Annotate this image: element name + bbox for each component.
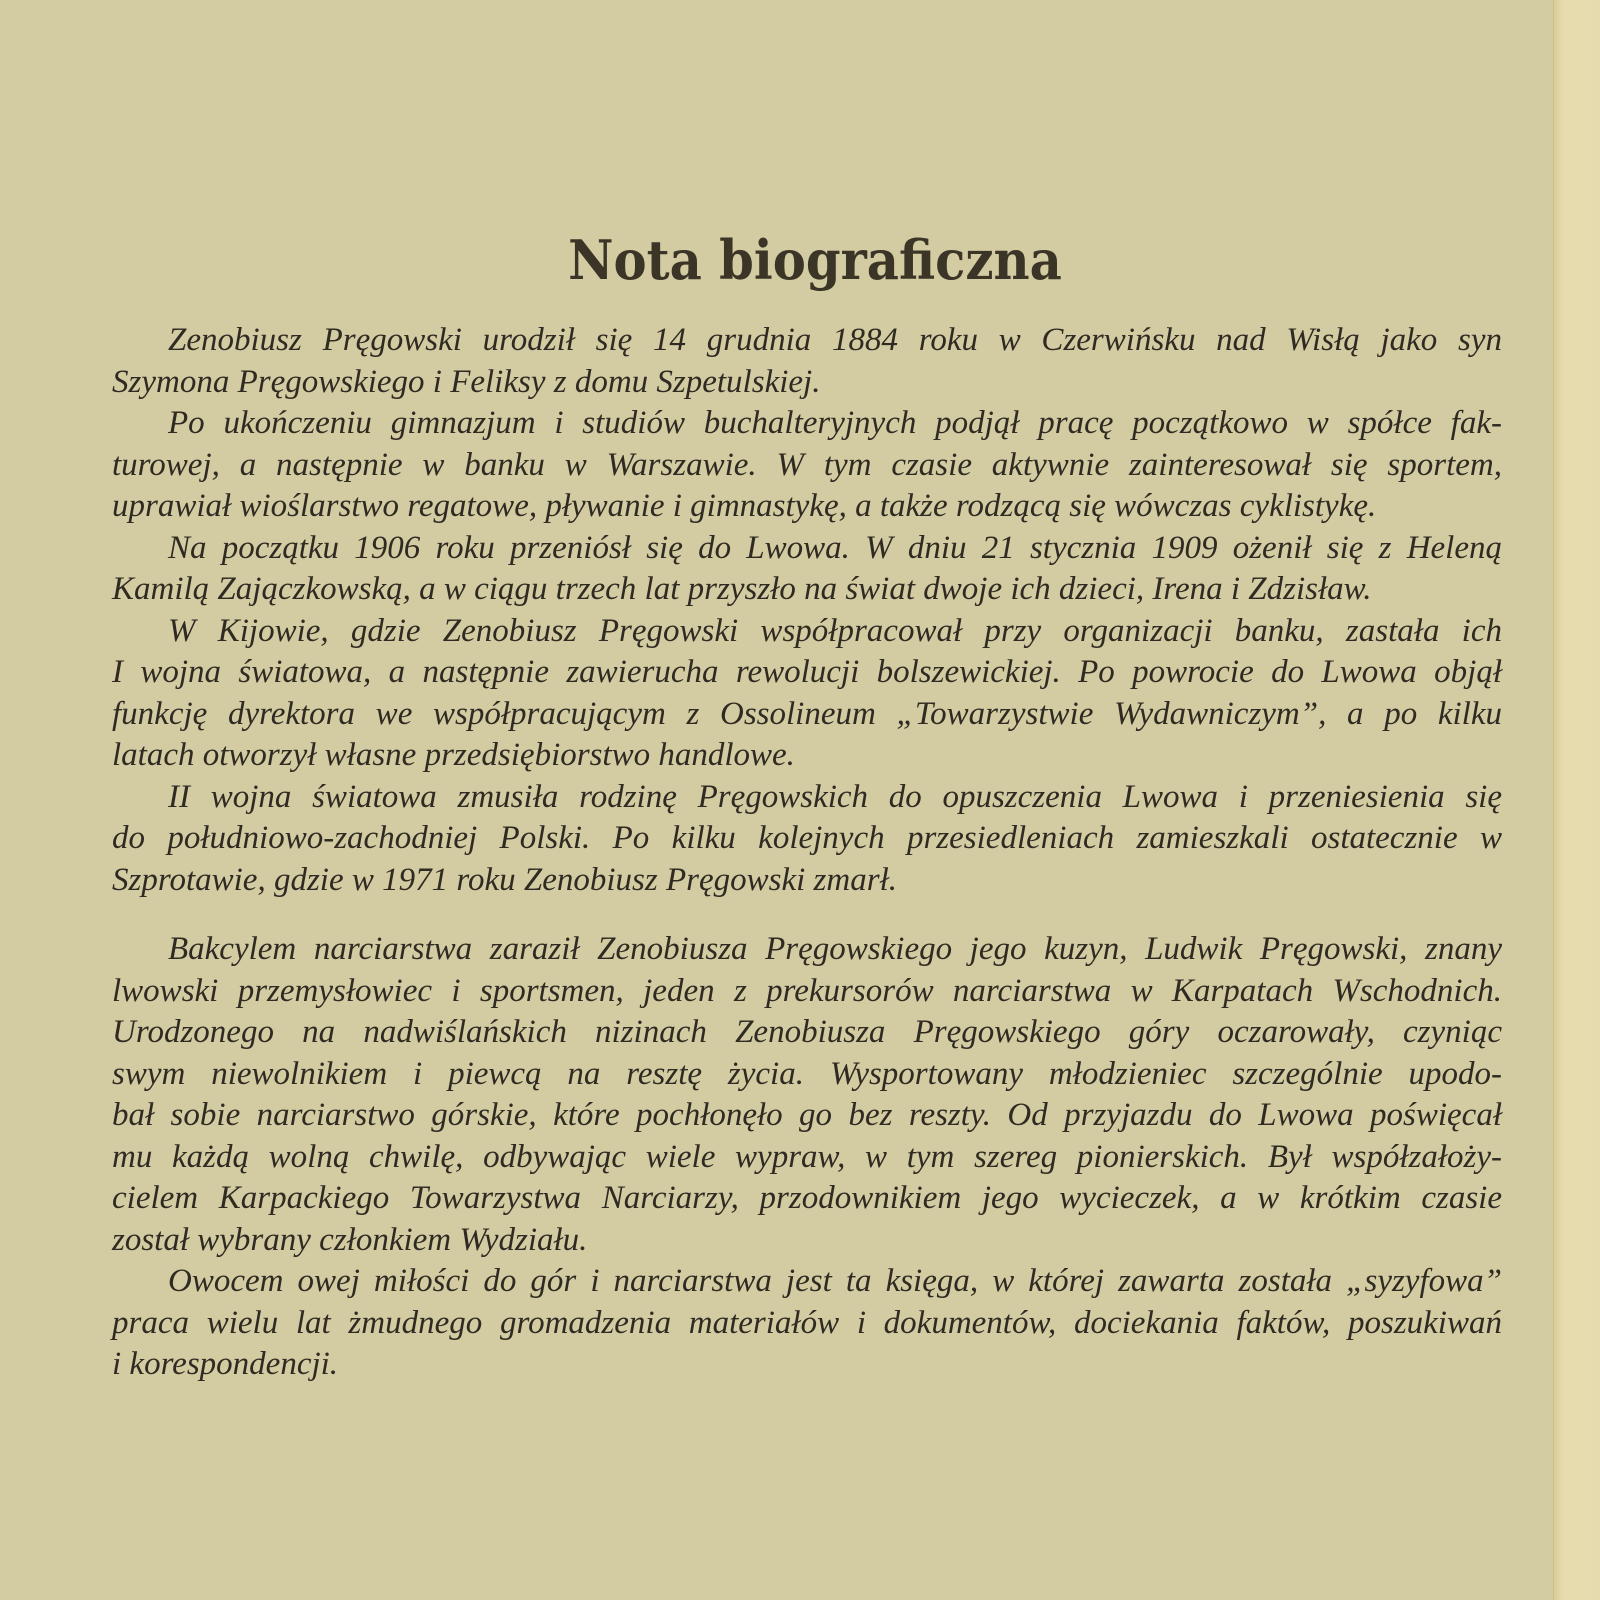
text-line: cielem Karpackiego Towarzystwa Narciarzy, przodownikiem jego wycieczek, a w krótkim czasie bbox=[112, 1180, 1502, 1216]
text-line: funkcję dyrektora we współpracującym z Ossolineum „Towarzystwie Wydawniczym”, a po kilku bbox=[112, 695, 1502, 732]
text-line: Szymona Pręgowskiego i Feliksy z domu Szpetulskiej. bbox=[112, 363, 821, 400]
text-line: Kamilą Zajączkowską, a w ciągu trzech lat przyszło na świat dwoje ich dzieci, Irena i Zdzisław. bbox=[112, 571, 1372, 607]
text-line: I wojna światowa, a następnie zawierucha rewolucji bolszewickiej. Po powrocie do Lwowa objął bbox=[112, 654, 1502, 690]
section-gap bbox=[112, 901, 1502, 929]
paragraph bbox=[112, 528, 1502, 611]
text-line: Szprotawie, gdzie w 1971 roku Zenobiusz Pręgowski zmarł. bbox=[112, 861, 897, 898]
biography-text bbox=[112, 320, 1502, 1386]
text-line: lwowski przemysłowiec i sportsmen, jeden z prekursorów narciarstwa w Karpatach Wschodnich. bbox=[112, 972, 1502, 1009]
text-section bbox=[112, 320, 1502, 901]
text-line: i korespondencji. bbox=[112, 1346, 339, 1382]
text-line: mu każdą wolną chwilę, odbywając wiele wypraw, w tym szereg pionierskich. Był współzałoży- bbox=[112, 1138, 1502, 1175]
text-line: do południowo-zachodniej Polski. Po kilku kolejnych przesiedleniach zamieszkali ostatecznie w bbox=[112, 820, 1502, 856]
text-line: Owocem owej miłości do gór i narciarstwa jest ta księga, w której zawarta została „syzyfowa” bbox=[168, 1263, 1502, 1299]
text-line: turowej, a następnie w banku w Warszawie. W tym czasie aktywnie zainteresował się sportem, bbox=[112, 446, 1502, 483]
text-line: uprawiał wioślarstwo regatowe, pływanie i gimnastykę, a także rodzącą się wówczas cyklistykę. bbox=[112, 488, 1377, 524]
text-line: Po ukończeniu gimnazjum i studiów buchalteryjnych podjął pracę początkowo w spółce fak- bbox=[168, 405, 1502, 441]
text-section bbox=[112, 929, 1502, 1386]
text-line: swym niewolnikiem i piewcą na resztę życia. Wysportowany młodzieniec szczególnie upodo- bbox=[112, 1055, 1502, 1092]
text-line: II wojna światowa zmusiła rodzinę Pręgowskich do opuszczenia Lwowa i przeniesienia się bbox=[168, 778, 1502, 815]
text-line: został wybrany członkiem Wydziału. bbox=[112, 1221, 588, 1258]
text-line: Bakcylem narciarstwa zaraził Zenobiusza Pręgowskiego jego kuzyn, Ludwik Pręgowski, znany bbox=[168, 931, 1502, 967]
text-line: Na początku 1906 roku przeniósł się do Lwowa. W dniu 21 stycznia 1909 ożenił się z Heleną bbox=[168, 529, 1502, 566]
paragraph bbox=[112, 611, 1502, 777]
paragraph bbox=[112, 929, 1502, 1261]
text-line: W Kijowie, gdzie Zenobiusz Pręgowski współpracował przy organizacji banku, zastała ich bbox=[168, 612, 1502, 649]
page-title: Nota biograficzna bbox=[568, 228, 1062, 292]
paragraph bbox=[112, 403, 1502, 528]
text-line: bał sobie narciarstwo górskie, które pochłonęło go bez reszty. Od przyjazdu do Lwowa poświęcał bbox=[112, 1097, 1502, 1133]
text-line: Urodzonego na nadwiślańskich nizinach Zenobiusza Pręgowskiego góry oczarowały, czyniąc bbox=[112, 1014, 1502, 1050]
adjacent-page-edge bbox=[1553, 0, 1600, 1600]
paragraph bbox=[112, 1261, 1502, 1386]
paragraph bbox=[112, 777, 1502, 902]
text-line: latach otworzył własne przedsiębiorstwo handlowe. bbox=[112, 737, 795, 773]
paragraph bbox=[112, 320, 1502, 403]
text-line: praca wielu lat żmudnego gromadzenia materiałów i dokumentów, dociekania faktów, poszukiwań bbox=[112, 1304, 1502, 1341]
text-line: Zenobiusz Pręgowski urodził się 14 grudnia 1884 roku w Czerwińsku nad Wisłą jako syn bbox=[168, 322, 1502, 358]
